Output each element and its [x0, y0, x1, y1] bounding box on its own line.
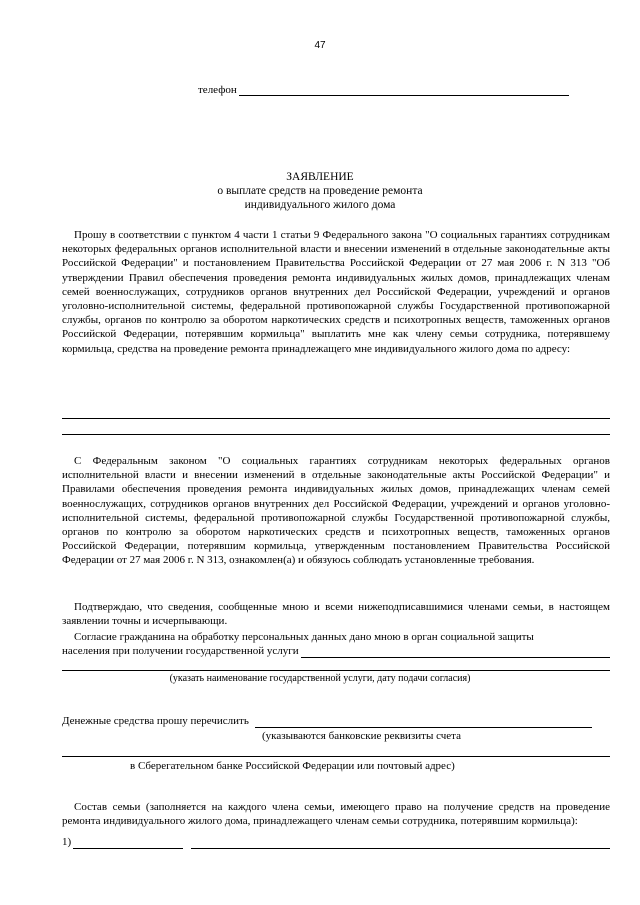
transfer-label: Денежные средства прошу перечислить [62, 715, 249, 727]
phone-label: телефон [198, 84, 237, 96]
family-item-name-1[interactable] [73, 838, 183, 849]
family-item-number-1: 1) [62, 836, 72, 848]
consent-blank-line[interactable] [62, 670, 610, 671]
transfer-requisites-line[interactable] [62, 756, 610, 757]
phone-blank-line[interactable] [239, 84, 569, 96]
consent-line-1: Согласие гражданина на обработку персональных данных дано мною в орган социальной защиты [74, 631, 534, 643]
transfer-blank-line[interactable] [255, 717, 592, 728]
document-title: ЗАЯВЛЕНИЕ [286, 171, 354, 183]
page-number: 47 [314, 40, 326, 51]
transfer-caption-2: в Сберегательном банке Российской Федерации или почтовый адрес) [130, 760, 455, 772]
document-subtitle-1: о выплате средств на проведение ремонта [217, 185, 423, 197]
request-paragraph: Прошу в соответствии с пунктом 4 части 1 статьи 9 Федерального закона "О социальных гарантиях сотрудникам некоторых федеральных органов исполнительной власти и внесении изменений в отдельные законодательные акты Российской Федерации" и постановлением Правительства Российской Федерации от 27 мая 2006 г. N 313 "Об утверждении Правил обеспечения проведения ремонта индивидуальных жилых домов, принадлежащих членам семей военнослужащих, сотрудников органов внутренних дел Российской Федерации, учреждений и органов уголовно-исполнительной системы, федеральной противопожарной службы Государственной противопожарной службы, органов по контролю за оборотом наркотических средств и психотропных веществ, таможенных органов Российской Федерации, потерявшим кормильца" выплатить мне как члену семьи сотрудника, потерявшему кормильца, средства на проведение ремонта принадлежащего мне индивидуального жилого дома по адресу: [62, 229, 610, 355]
consent-caption: (указать наименование государственной услуги, дату подачи согласия) [169, 673, 471, 684]
family-item-details-1[interactable] [191, 838, 610, 849]
consent-line-2-row [62, 644, 610, 658]
family-paragraph: Состав семьи (заполняется на каждого члена семьи, имеющего право на получение средств на проведение ремонта индивидуального жилого дома, принадлежащего членам семьи сотрудника, потерявшим кормильца): [62, 801, 610, 828]
consent-line-2: населения при получении государственной услуги [62, 645, 299, 657]
address-line-1[interactable] [62, 418, 610, 419]
confirm-paragraph: Подтверждаю, что сведения, сообщенные мною и всеми нижеподписавшимися членами семьи, в настоящем заявлении точны и исчерпывающи. [62, 601, 610, 628]
family-item-row-1 [62, 835, 610, 849]
address-line-2[interactable] [62, 434, 610, 435]
service-blank-line[interactable] [301, 647, 610, 658]
phone-field [198, 84, 569, 96]
acquainted-paragraph: С Федеральным законом "О социальных гарантиях сотрудникам некоторых федеральных органов исполнительной власти и внесении изменений в отдельные законодательные акты Российской Федерации" и Правилами обеспечения проведения ремонта индивидуальных жилых домов, принадлежащих членам семей военнослужащих, сотрудников органов внутренних дел Российской Федерации, учреждений и органов уголовно-исполнительной системы, федеральной противопожарной службы Государственной противопожарной службы, органов по контролю за оборотом наркотических средств и психотропных веществ, таможенных органов Российской Федерации, потерявшим кормильца, утвержденным постановлением Правительства Российской Федерации от 27 мая 2006 г. N 313, ознакомлен(а) и обязуюсь соблюдать установленные требования. [62, 455, 610, 567]
document-subtitle-2: индивидуального жилого дома [244, 199, 396, 211]
transfer-row [62, 714, 592, 728]
transfer-caption-1: (указываются банковские реквизиты счета [262, 730, 462, 742]
